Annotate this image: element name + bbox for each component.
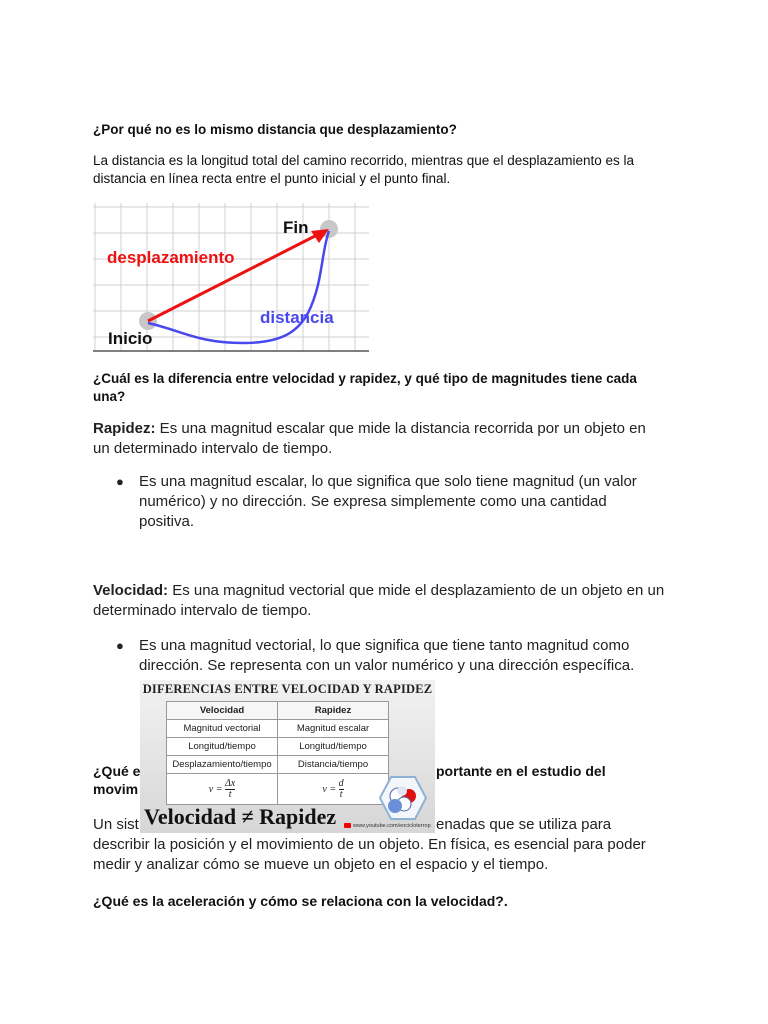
formula-lhs: v = [322,783,337,795]
velocidad-text: Es una magnitud vectorial que mide el desplazamiento de un objeto en un [168,582,665,599]
label-fin: Fin [283,218,309,237]
atom-logo-icon [379,776,427,820]
table-row [167,738,389,756]
velocidad-neq-rapidez-banner: Velocidad ≠ Rapidez [144,804,337,829]
velocidad-definition-line2: determinado intervalo de tiempo. [93,602,312,619]
rapidez-label: Rapidez: [93,420,156,437]
formula-velocidad [167,774,278,805]
youtube-icon [344,823,351,828]
table-header-row [167,702,389,720]
rapidez-definition-line2: un determinado intervalo de tiempo. [93,440,333,457]
velocidad-definition-line1 [93,581,664,601]
formula-denominator: t [228,788,232,800]
formula-denominator: t [339,788,343,800]
table-header-velocidad: Velocidad [167,702,278,720]
table-cell: Desplazamiento/tiempo [167,756,278,774]
paragraph-reference-line1-left: Un sist [93,816,139,833]
paragraph-reference-line3: medir y analizar cómo se mueve un objeto en el espacio y el tiempo. [93,856,549,873]
formula-lhs: v = [208,783,223,795]
paragraph-distance-line1: La distancia es la longitud total del camino recorrido, mientras que el desplazamiento es la [93,153,635,168]
formula-numerator: d [338,777,344,789]
table-cell: Magnitud escalar [278,720,389,738]
table-header-rapidez: Rapidez [278,702,389,720]
formula-fraction [225,779,235,800]
paragraph-reference-line2: describir la posición y el movimiento de un objeto. En física, es esencial para poder [93,836,646,853]
youtube-source-text: www.youtube.com/encicloterrop [353,823,431,829]
question-heading-velocity-speed-line1: ¿Cuál es la diferencia entre velocidad y rapidez, y qué tipo de magnitudes tiene cada [93,371,637,386]
rapidez-bullet-line3: positiva. [139,513,195,530]
formula-fraction [339,779,344,800]
paragraph-reference-line1-right: enadas que se utiliza para [436,816,612,833]
bullet-rapidez: ● [116,474,124,489]
table-cell: Longitud/tiempo [167,738,278,756]
velocity-speed-table [166,701,389,805]
question-heading-acceleration: ¿Qué es la aceleración y cómo se relaciona con la velocidad?. [93,893,508,909]
question-heading-reference-line1-right: portante en el estudio del [436,763,606,779]
rapidez-bullet-line2: numérico) y no dirección. Se expresa simplemente como una cantidad [139,493,607,510]
question-heading-reference-line2-left: movim [93,781,139,797]
label-desplazamiento: desplazamiento [107,248,235,267]
formula-rapidez [278,774,389,805]
label-distancia: distancia [260,308,334,327]
rapidez-definition-line1 [93,419,646,439]
table-cell: Magnitud vectorial [167,720,278,738]
question-heading-velocity-speed-line2: una? [93,389,126,404]
table-row [167,756,389,774]
bullet-velocidad: ● [116,638,124,653]
label-inicio: Inicio [108,329,153,348]
velocidad-label: Velocidad: [93,582,169,599]
velocidad-bullet-line1: Es una magnitud vectorial, lo que significa que tiene tanto magnitud como [139,637,630,654]
youtube-source [344,823,431,829]
question-heading-reference-line1-left: ¿Qué e [93,763,141,779]
rapidez-bullet-line1: Es una magnitud escalar, lo que significa que solo tiene magnitud (un valor [139,473,637,490]
question-heading-distance: ¿Por qué no es lo mismo distancia que desplazamiento? [93,122,457,137]
velocidad-bullet-line2: dirección. Se representa con un valor numérico y una dirección específica. [139,657,635,674]
table-image-title: DIFERENCIAS ENTRE VELOCIDAD Y RAPIDEZ [142,682,433,696]
table-formula-row [167,774,389,805]
table-cell: Longitud/tiempo [278,738,389,756]
table-cell: Distancia/tiempo [278,756,389,774]
displacement-distance-diagram [93,203,369,353]
paragraph-distance-line2: distancia en línea recta entre el punto inicial y el punto final. [93,171,451,186]
formula-numerator: Δx [224,777,236,789]
velocity-speed-table-image [140,680,435,833]
table-row [167,720,389,738]
rapidez-text: Es una magnitud escalar que mide la distancia recorrida por un objeto en [155,420,646,437]
